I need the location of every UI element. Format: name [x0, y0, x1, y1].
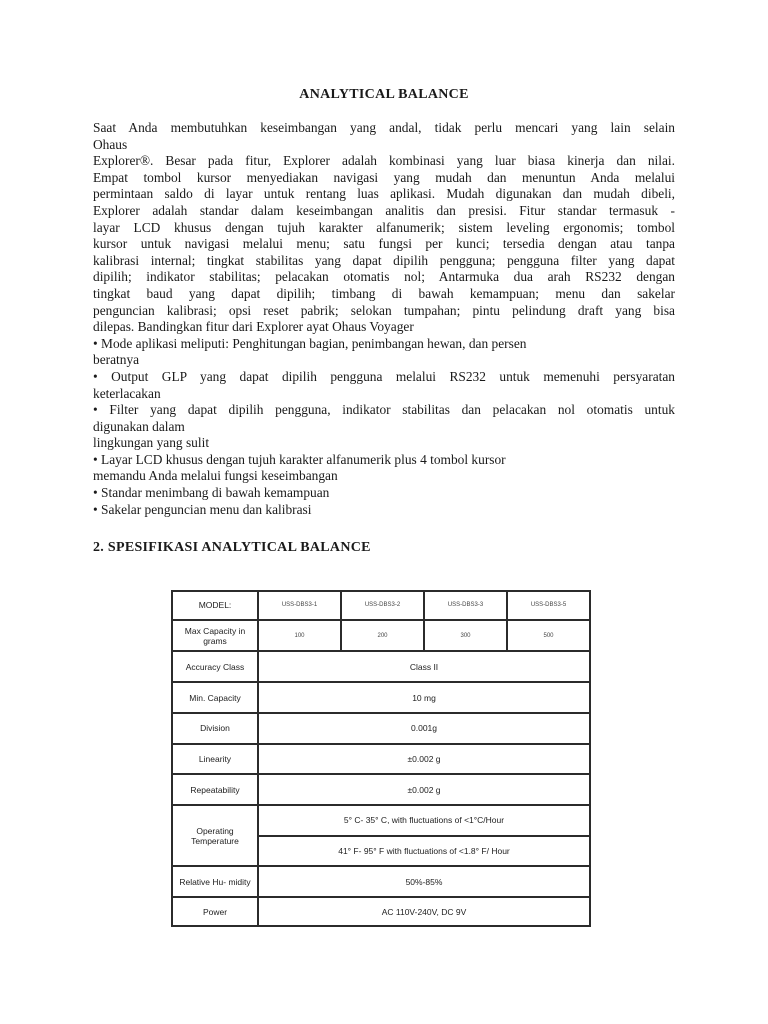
repeatability-label: Repeatability — [172, 774, 258, 805]
accuracy-class-value: Class II — [258, 651, 590, 682]
bullet-line: • Standar menimbang di bawah kemampuan — [93, 485, 330, 501]
paragraph-line: Explorer adalah standar dalam keseimbangan analitis dan presisi. Fitur standar termasuk - — [93, 202, 675, 218]
paragraph-line: kalibrasi internal; tingkat stabilitas yang dapat dipilih pengguna; pengguna filter yang dapat — [93, 252, 675, 268]
bullet-line: • Layar LCD khusus dengan tujuh karakter alfanumerik plus 4 tombol kursor — [93, 451, 506, 467]
capacity-cell: 200 — [341, 620, 424, 652]
model-cell: USS-DBS3-2 — [341, 591, 424, 620]
operating-temp-celsius: 5° C- 35° C, with fluctuations of <1°C/Hour — [258, 805, 590, 836]
paragraph-line: Empat tombol kursor menyediakan navigasi yang mudah dan menuntun Anda melalui — [93, 169, 675, 185]
humidity-value: 50%-85% — [258, 866, 590, 897]
table-row — [172, 805, 590, 836]
paragraph-line: penguncian kalibrasi; opsi reset pabrik; selokan tumpahan; pintu pelindung draft yang bisa — [93, 302, 675, 318]
bullet-line: digunakan dalam — [93, 418, 185, 434]
model-cell: USS-DBS3-3 — [424, 591, 507, 620]
table-row — [172, 591, 590, 620]
bullet-line: • Sakelar penguncian menu dan kalibrasi — [93, 501, 312, 517]
model-label: MODEL: — [172, 591, 258, 620]
table-row — [172, 744, 590, 775]
paragraph-line: tingkat baud yang dapat dipilih; timbang di bawah kemampuan; menu dan sakelar — [93, 285, 675, 301]
paragraph-line: dipilih; indikator stabilitas; pelacakan otomatis nol; Antarmuka dua arah RS232 dengan — [93, 269, 675, 285]
model-cell: USS-DBS3-1 — [258, 591, 341, 620]
table-row — [172, 897, 590, 926]
min-capacity-value: 10 mg — [258, 682, 590, 713]
table-row — [172, 866, 590, 897]
paragraph-line: layar LCD khusus dengan tujuh karakter alfanumerik; sistem leveling ergonomis; tombol — [93, 219, 675, 235]
bullet-line: lingkungan yang sulit — [93, 435, 210, 451]
table-row — [172, 682, 590, 713]
bullet-line: • Mode aplikasi meliputi: Penghitungan bagian, penimbangan hewan, dan persen — [93, 335, 527, 351]
min-capacity-label: Min. Capacity — [172, 682, 258, 713]
repeatability-value: ±0.002 g — [258, 774, 590, 805]
table-row — [172, 620, 590, 652]
bullet-line: beratnya — [93, 352, 140, 368]
table-row — [172, 774, 590, 805]
bullet-line: • Filter yang dapat dipilih pengguna, indikator stabilitas dan pelacakan nol otomatis untuk — [93, 402, 675, 418]
power-label: Power — [172, 897, 258, 926]
division-label: Division — [172, 713, 258, 744]
paragraph-line: Explorer®. Besar pada fitur, Explorer adalah kombinasi yang luar biasa kinerja dan nilai. — [93, 153, 675, 169]
capacity-cell: 100 — [258, 620, 341, 652]
page-title: ANALYTICAL BALANCE — [299, 87, 469, 102]
section-heading: 2. SPESIFIKASI ANALYTICAL BALANCE — [93, 540, 371, 555]
capacity-cell: 300 — [424, 620, 507, 652]
bullet-line: • Output GLP yang dapat dipilih pengguna melalui RS232 untuk memenuhi persyaratan — [93, 368, 675, 384]
power-value: AC 110V-240V, DC 9V — [258, 897, 590, 926]
spec-table — [171, 590, 591, 927]
max-capacity-label: Max Capacity in grams — [172, 620, 258, 652]
paragraph-line: dilepas. Bandingkan fitur dari Explorer ayat Ohaus Voyager — [93, 319, 414, 335]
paragraph-line: Saat Anda membutuhkan keseimbangan yang andal, tidak perlu mencari yang lain selain — [93, 120, 675, 135]
body-text — [93, 120, 675, 518]
humidity-label: Relative Hu- midity — [172, 866, 258, 897]
table-row — [172, 713, 590, 744]
linearity-label: Linearity — [172, 744, 258, 775]
linearity-value: ±0.002 g — [258, 744, 590, 775]
operating-temp-label: Operating Temperature — [172, 805, 258, 866]
paragraph-line: Ohaus — [93, 136, 128, 152]
operating-temp-fahrenheit: 41° F- 95° F with fluctuations of <1.8° F/ Hour — [258, 836, 590, 867]
paragraph-line: permintaan saldo di layar untuk rentang luas aplikasi. Mudah digunakan dan mudah dibeli, — [93, 186, 675, 202]
bullet-line: keterlacakan — [93, 385, 161, 401]
bullet-line: memandu Anda melalui fungsi keseimbangan — [93, 468, 338, 484]
model-cell: USS-DBS3-5 — [507, 591, 590, 620]
paragraph-line: kursor untuk navigasi melalui menu; satu fungsi per kunci; tersedia dengan atau tanpa — [93, 236, 675, 252]
table-row — [172, 651, 590, 682]
division-value: 0.001g — [258, 713, 590, 744]
accuracy-class-label: Accuracy Class — [172, 651, 258, 682]
capacity-cell: 500 — [507, 620, 590, 652]
